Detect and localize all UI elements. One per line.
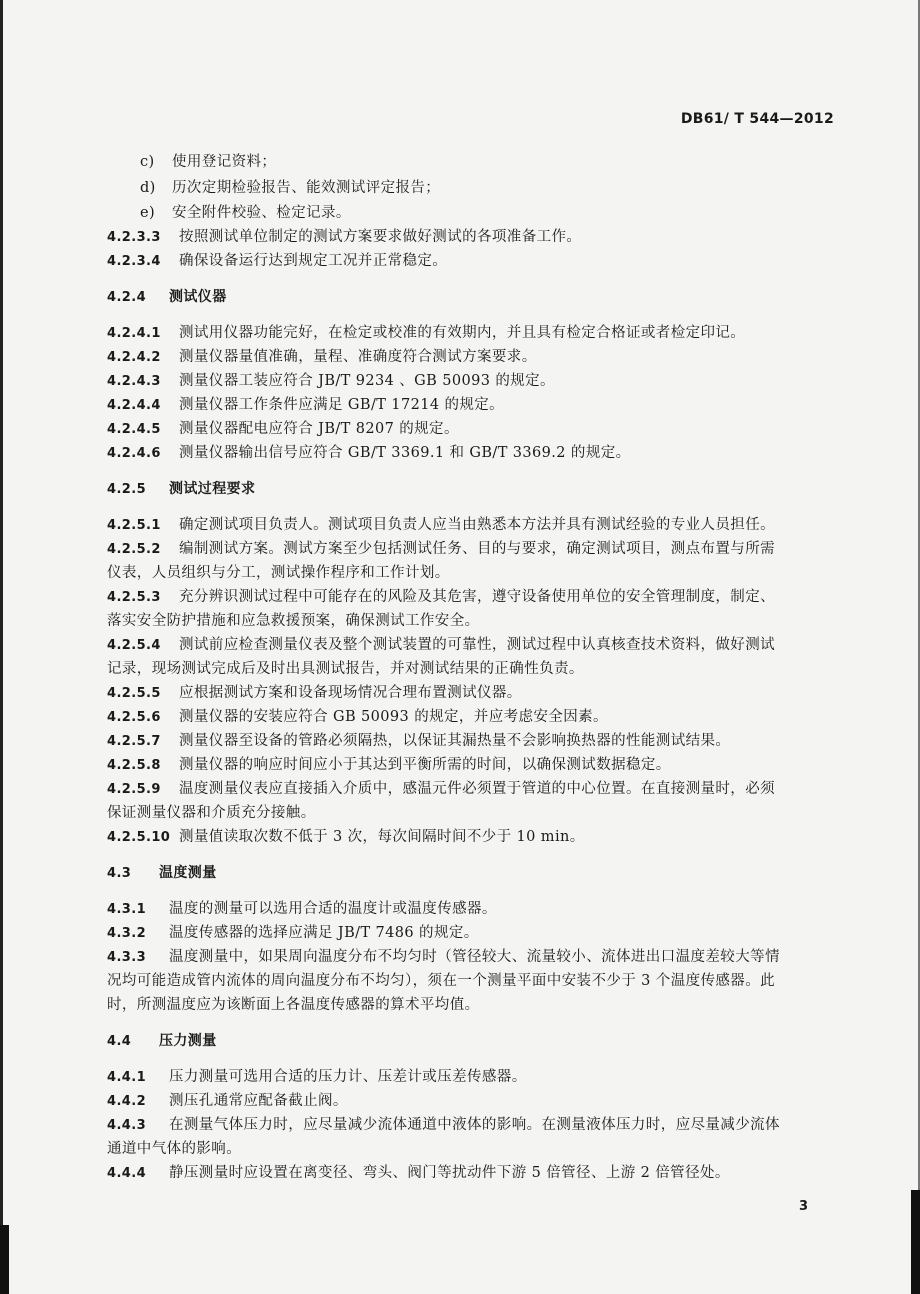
clause-4-2-5-6: 4.2.5.6 测量仪器的安装应符合 GB 50093 的规定，并应考虑安全因素。 (107, 709, 608, 725)
clause-4-2-5-4-continued: 记录，现场测试完成后及时出具测试报告，并对测试结果的正确性负责。 (107, 661, 584, 677)
list-item: d) 历次定期检验报告、能效测试评定报告； (140, 180, 441, 196)
list-item: e) 安全附件校验、检定记录。 (140, 205, 351, 221)
clause-4-2-4-1: 4.2.4.1 测试用仪器功能完好，在检定或校准的有效期内，并且具有检定合格证或者检定印记。 (107, 325, 746, 341)
section-heading-4-4: 4.4 压力测量 (107, 1033, 217, 1049)
page-number: 3 (798, 1199, 808, 1214)
clause-4-2-5-3: 4.2.5.3 充分辨识测试过程中可能存在的风险及其危害，遵守设备使用单位的安全管理制度，制定、 (107, 589, 775, 605)
clause-4-3-2: 4.3.2 温度传感器的选择应满足 JB/T 7486 的规定。 (107, 925, 479, 941)
clause-4-3-3: 4.3.3 温度测量中，如果周向温度分布不均匀时（管径较大、流量较小、流体进出口温度差较大等情 (107, 949, 780, 965)
clause-4-2-4-2: 4.2.4.2 测量仪器量值准确，量程、准确度符合测试方案要求。 (107, 349, 537, 365)
clause-4-3-3-continued-2: 时，所测温度应为该断面上各温度传感器的算术平均值。 (107, 997, 480, 1013)
clause-4-2-3-4: 4.2.3.4 确保设备运行达到规定工况并正常稳定。 (107, 253, 448, 269)
clause-4-2-5-2-continued: 仪表，人员组织与分工，测试操作程序和工作计划。 (107, 565, 450, 581)
clause-4-2-3-3: 4.2.3.3 按照测试单位制定的测试方案要求做好测试的各项准备工作。 (107, 229, 582, 245)
clause-4-4-3-continued: 通道中气体的影响。 (107, 1141, 242, 1157)
scan-mark-left (0, 1225, 9, 1294)
clause-4-2-4-5: 4.2.4.5 测量仪器配电应符合 JB/T 8207 的规定。 (107, 421, 459, 437)
clause-4-2-5-1: 4.2.5.1 确定测试项目负责人。测试项目负责人应当由熟悉本方法并具有测试经验的专业人员担任。 (107, 517, 775, 533)
clause-4-2-5-7: 4.2.5.7 测量仪器至设备的管路必须隔热，以保证其漏热量不会影响换热器的性能测试结果。 (107, 733, 731, 749)
clause-4-2-4-3: 4.2.4.3 测量仪器工装应符合 JB/T 9234 、GB 50093 的规定。 (107, 373, 555, 389)
clause-4-4-3: 4.4.3 在测量气体压力时，应尽量减少流体通道中液体的影响。在测量液体压力时，应尽量减少流体 (107, 1117, 780, 1133)
section-heading-4-2-5: 4.2.5 测试过程要求 (107, 481, 256, 497)
clause-4-3-3-continued: 况均可能造成管内流体的周向温度分布不均匀），须在一个测量平面中安装不少于 3 个温度传感器。此 (107, 973, 775, 989)
list-item: c) 使用登记资料； (140, 154, 277, 170)
clause-4-2-5-8: 4.2.5.8 测量仪器的响应时间应小于其达到平衡所需的时间，以确保测试数据稳定。 (107, 757, 671, 773)
clause-4-2-5-5: 4.2.5.5 应根据测试方案和设备现场情况合理布置测试仪器。 (107, 685, 522, 701)
clause-4-2-5-9-continued: 保证测量仪器和介质充分接触。 (107, 805, 316, 821)
section-heading-4-2-4: 4.2.4 测试仪器 (107, 289, 227, 305)
section-heading-4-3: 4.3 温度测量 (107, 865, 217, 881)
clause-4-2-5-2: 4.2.5.2 编制测试方案。测试方案至少包括测试任务、目的与要求，确定测试项目，测点布置与所需 (107, 541, 775, 557)
clause-4-2-4-6: 4.2.4.6 测量仪器输出信号应符合 GB/T 3369.1 和 GB/T 3369.2 的规定。 (107, 445, 631, 461)
clause-4-3-1: 4.3.1 温度的测量可以选用合适的温度计或温度传感器。 (107, 901, 497, 917)
standard-code-header: DB61/ T 544—2012 (680, 111, 834, 127)
clause-4-2-5-3-continued: 落实安全防护措施和应急救援预案，确保测试工作安全。 (107, 613, 480, 629)
clause-4-2-5-9: 4.2.5.9 温度测量仪表应直接插入介质中，感温元件必须置于管道的中心位置。在直接测量时，必须 (107, 781, 775, 797)
clause-4-2-5-10: 4.2.5.10 测量值读取次数不低于 3 次，每次间隔时间不少于 10 min。 (107, 829, 585, 845)
clause-4-4-4: 4.4.4 静压测量时应设置在离变径、弯头、阀门等扰动件下游 5 倍管径、上游 2 倍管径处。 (107, 1165, 730, 1181)
clause-4-4-2: 4.4.2 测压孔通常应配备截止阀。 (107, 1093, 348, 1109)
clause-4-4-1: 4.4.1 压力测量可选用合适的压力计、压差计或压差传感器。 (107, 1069, 527, 1085)
scan-edge-left (0, 0, 3, 1294)
clause-4-2-4-4: 4.2.4.4 测量仪器工作条件应满足 GB/T 17214 的规定。 (107, 397, 505, 413)
clause-4-2-5-4: 4.2.5.4 测试前应检查测量仪表及整个测试装置的可靠性，测试过程中认真核查技术资料，做好测试 (107, 637, 775, 653)
scan-mark-right (911, 1190, 920, 1294)
